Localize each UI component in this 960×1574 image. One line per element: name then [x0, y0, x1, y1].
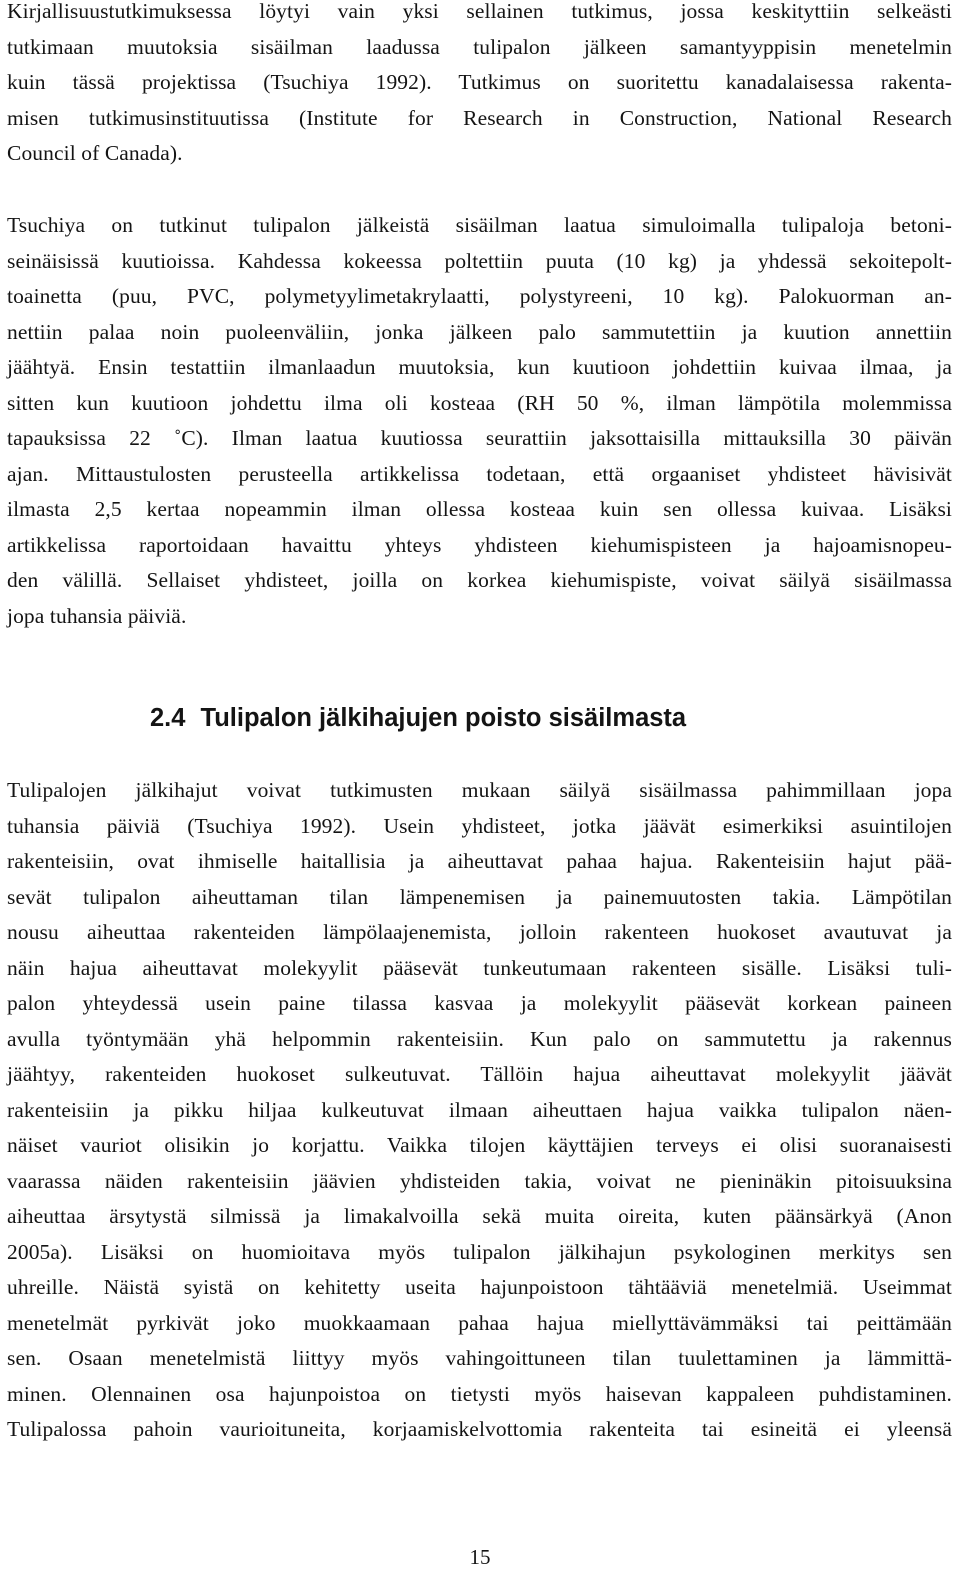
text-line: menetelmät pyrkivät joko muokkaamaan pahaa hajua miellyttävämmäksi tai peittämään: [7, 1310, 952, 1335]
text-line: Tulipalossa pahoin vaurioituneita, korjaamiskelvottomia rakenteita tai esineitä ei yleensä: [7, 1417, 952, 1441]
text-line: tapauksissa 22 ˚C). Ilman laatua kuutiossa seurattiin jaksottaisilla mittauksilla 30 päivän: [7, 426, 952, 450]
text-line: Tsuchiya on tutkinut tulipalon jälkeistä sisäilman laatua simuloimalla tulipaloja betoni-: [7, 213, 952, 237]
text-line: avulla työntymään yhä helpommin rakenteisiin. Kun palo on sammutettu ja rakennus: [7, 1026, 952, 1051]
text-line: näiset vauriot olisikin jo korjattu. Vaikka tilojen käyttäjien terveys ei olisi suoranaisesti: [7, 1133, 952, 1157]
text-line: sen. Osaan menetelmistä liittyy myös vahingoittuneen tilan tuulettaminen ja lämmittä-: [7, 1346, 952, 1370]
text-line: tuhansia päiviä (Tsuchiya 1992). Usein yhdisteet, jotka jäävät esimerkiksi asuintilojen: [7, 813, 952, 838]
text-line: rakenteisiin ja pikku hiljaa kulkeutuvat ilmaan aiheuttaen hajua vaikka tulipalon näen-: [7, 1097, 952, 1122]
text-line: jäähtyä. Ensin testattiin ilmanlaadun muutoksia, kun kuutioon johdettiin kuivaa ilmaa, ja: [7, 355, 952, 379]
text-line: minen. Olennainen osa hajunpoistoa on tietysti myös haisevan kappaleen puhdistaminen.: [7, 1381, 952, 1406]
paragraph-odor-removal: [7, 773, 952, 1448]
text-line: sevät tulipalon aiheuttaman tilan lämpenemisen ja painemuutosten takia. Lämpötilan: [7, 884, 952, 909]
text-line: vaarassa näiden rakenteisiin jäävien yhdisteiden takia, voivat ne pieninäkin pitoisuuksina: [7, 1168, 952, 1193]
text-line: uhreille. Näistä syistä on kehitetty useita hajunpoistoon tähtääviä menetelmiä. Useimmat: [7, 1275, 952, 1299]
text-line: aiheuttaa ärsytystä silmissä ja limakalvoilla sekä muita oireita, kuten päänsärkyä (Anon: [7, 1204, 952, 1228]
page-number: 15: [469, 1545, 491, 1569]
text-line: den välillä. Sellaiset yhdisteet, joilla on korkea kiehumispiste, voivat säilyä sisäilmassa: [7, 568, 952, 592]
text-line: sitten kun kuutioon johdettu ilma oli kosteaa (RH 50 %, ilman lämpötila molemmissa: [7, 390, 952, 415]
text-line: näin hajua aiheuttavat molekyylit pääsevät tunkeutumaan rakenteen sisälle. Lisäksi tuli-: [7, 955, 952, 980]
paragraph-literature-study: [7, 0, 952, 172]
text-line: rakenteisiin, ovat ihmiselle haitallisia ja aiheuttavat pahaa hajua. Rakenteisiin hajut pää-: [7, 849, 952, 873]
text-line: kuin tässä projektissa (Tsuchiya 1992). Tutkimus on suoritettu kanadalaisessa rakenta-: [7, 70, 952, 94]
text-line: palon yhteydessä usein paine tilassa kasvaa ja molekyylit pääsevät korkean paineen: [7, 991, 952, 1015]
section-heading: [150, 700, 686, 736]
text-line: seinäisissä kuutioissa. Kahdessa kokeessa poltettiin puuta (10 kg) ja yhdessä sekoitepolt-: [7, 248, 952, 273]
section-number: 2.4: [150, 704, 186, 732]
text-line: Council of Canada).: [7, 141, 183, 165]
text-line: nousu aiheuttaa rakenteiden lämpölaajenemista, jolloin rakenteen huokoset avautuvat ja: [7, 920, 952, 944]
text-line: jopa tuhansia päiviä.: [7, 603, 187, 628]
text-line: nettiin palaa noin puoleenväliin, jonka jälkeen palo sammutettiin ja kuution annettiin: [7, 319, 952, 344]
text-line: tutkimaan muutoksia sisäilman laadussa tulipalon jälkeen samantyyppisin menetelmin: [7, 34, 952, 59]
text-line: jäähtyy, rakenteiden huokoset sulkeutuvat. Tällöin hajua aiheuttavat molekyylit jäävät: [7, 1062, 952, 1086]
paragraph-tsuchiya-experiment: [7, 208, 952, 634]
text-line: ilmasta 2,5 kertaa nopeammin ilman ollessa kosteaa kuin sen ollessa kuivaa. Lisäksi: [7, 497, 952, 521]
text-line: artikkelissa raportoidaan havaittu yhteys yhdisteen kiehumispisteen ja hajoamisnopeu-: [7, 532, 952, 557]
text-line: Tulipalojen jälkihajut voivat tutkimusten mukaan säilyä sisäilmassa pahimmillaan jopa: [7, 778, 952, 802]
text-line: Kirjallisuustutkimuksessa löytyi vain yksi sellainen tutkimus, jossa keskityttiin selkeästi: [7, 0, 952, 23]
text-line: misen tutkimusinstituutissa (Institute for Research in Construction, National Research: [7, 105, 952, 130]
section-title: Tulipalon jälkihajujen poisto sisäilmasta: [200, 704, 687, 732]
text-line: toainetta (puu, PVC, polymetyylimetakrylaatti, polystyreeni, 10 kg). Palokuorman an-: [7, 284, 952, 308]
text-line: ajan. Mittaustulosten perusteella artikkelissa todetaan, että orgaaniset yhdisteet hävisivät: [7, 461, 952, 486]
text-line: 2005a). Lisäksi on huomioitava myös tulipalon jälkihajun psykologinen merkitys sen: [7, 1239, 952, 1264]
